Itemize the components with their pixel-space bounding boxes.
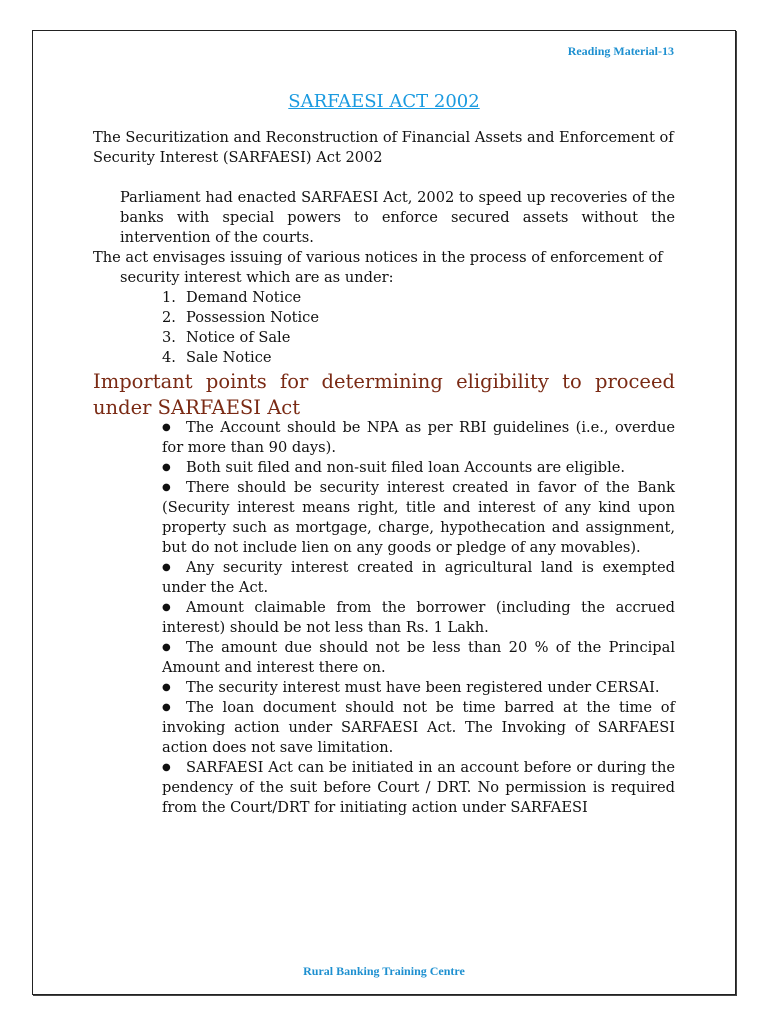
bullet-icon: ● — [162, 562, 171, 573]
notices-intro — [93, 248, 675, 288]
list-item-number: 2. — [162, 309, 176, 326]
list-item — [162, 418, 675, 458]
list-item-text: Notice of Sale — [186, 329, 291, 346]
list-item — [162, 558, 675, 598]
list-item — [162, 478, 675, 558]
notices-intro-line1: The act envisages issuing of various notices in the process of enforcement of — [93, 249, 663, 266]
point-text: Amount claimable from the borrower (including the accrued interest) should be not less than Rs. 1 Lakh. — [162, 599, 675, 636]
point-text: Any security interest created in agricultural land is exempted under the Act. — [162, 559, 675, 596]
bullet-icon: ● — [162, 682, 171, 693]
list-item-text: Possession Notice — [186, 309, 319, 326]
document-title: SARFAESI ACT 2002 — [288, 91, 480, 112]
eligibility-points — [162, 418, 675, 818]
point-text: The Account should be NPA as per RBI guidelines (i.e., overdue for more than 90 days). — [162, 419, 675, 456]
list-item-number: 4. — [162, 349, 176, 366]
header-label: Reading Material-13 — [567, 44, 674, 58]
bullet-icon: ● — [162, 642, 171, 653]
list-item — [162, 758, 675, 818]
bullet-icon: ● — [162, 762, 171, 773]
list-item — [162, 678, 675, 698]
list-item-number: 1. — [162, 289, 176, 306]
bullet-icon: ● — [162, 702, 171, 713]
list-item-text: Demand Notice — [186, 289, 302, 306]
bullet-icon: ● — [162, 602, 171, 613]
notices-intro-line2: security interest which are as under: — [120, 269, 394, 286]
list-item — [162, 288, 319, 308]
list-item — [162, 308, 319, 328]
point-text: SARFAESI Act can be initiated in an account before or during the pendency of the suit before Court / DRT. No permission is required from the Court/DRT for initiating action under SARFAESI — [162, 759, 675, 816]
footer-label: Rural Banking Training Centre — [303, 964, 465, 978]
point-text: There should be security interest created in favor of the Bank (Security interest means right, title and interest of any kind upon property such as mortgage, charge, hypothecation and assignment, but do not include lien on any goods or pledge of any movables). — [162, 479, 675, 556]
list-item — [162, 348, 319, 368]
body-paragraph: Parliament had enacted SARFAESI Act, 2002 to speed up recoveries of the banks with special powers to enforce secured assets without the intervention of the courts. — [120, 189, 675, 246]
list-item — [162, 458, 675, 478]
point-text: Both suit filed and non-suit filed loan Accounts are eligible. — [186, 459, 626, 476]
point-text: The security interest must have been registered under CERSAI. — [186, 679, 660, 696]
point-text: The amount due should not be less than 20 % of the Principal Amount and interest there on. — [162, 639, 675, 676]
intro-text: The Securitization and Reconstruction of Financial Assets and Enforcement of Security Interest (SARFAESI) Act 2002 — [93, 129, 674, 166]
notices-list — [162, 288, 319, 368]
list-item-text: Sale Notice — [186, 349, 272, 366]
point-text: The loan document should not be time barred at the time of invoking action under SARFAESI Act. The Invoking of SARFAESI action does not save limitation. — [162, 699, 675, 756]
bullet-icon: ● — [162, 422, 171, 433]
bullet-icon: ● — [162, 482, 171, 493]
list-item — [162, 598, 675, 638]
bullet-icon: ● — [162, 462, 171, 473]
list-item — [162, 638, 675, 678]
list-item — [162, 698, 675, 758]
list-item-number: 3. — [162, 329, 176, 346]
section-heading: Important points for determining eligibility to proceed under SARFAESI Act — [93, 370, 675, 419]
list-item — [162, 328, 319, 348]
